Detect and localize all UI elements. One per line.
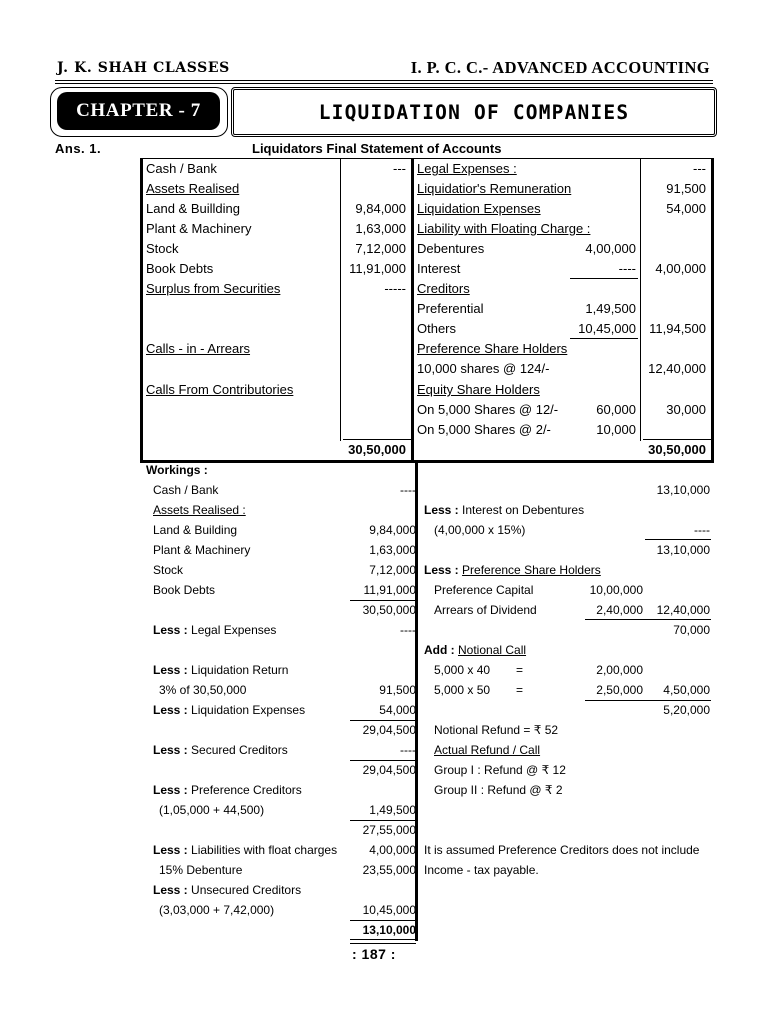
wr-call2-value: 2,50,000 xyxy=(596,683,643,697)
wr-label: Interest on Debentures xyxy=(458,503,585,517)
working-row-label xyxy=(159,803,264,817)
st-right-label: Liquidatior's Remuneration xyxy=(417,181,572,196)
st-right-label: Creditors xyxy=(417,281,470,296)
table-top xyxy=(140,158,714,159)
working-row-amount: 4,00,000 xyxy=(369,843,416,857)
working-row-amount: 54,000 xyxy=(379,703,416,717)
st-left-label: Surplus from Securities xyxy=(146,281,281,296)
wr-call2-label: 5,000 x 50 xyxy=(434,683,491,697)
wr-prefix: Less : xyxy=(424,503,459,517)
working-row-text: Assets Realised : xyxy=(153,503,246,517)
st-right-label: Interest xyxy=(417,261,461,276)
working-row-label xyxy=(153,743,288,757)
wr-remaining: 70,000 xyxy=(673,623,710,637)
working-row-amount: 9,84,000 xyxy=(369,523,416,537)
working-row-text: Secured Creditors xyxy=(187,743,288,757)
st-right-amount: 91,500 xyxy=(666,181,706,196)
working-row-prefix: Less : xyxy=(153,663,188,677)
working-row-text: 3% of 30,50,000 xyxy=(159,683,247,697)
chapter-badge: CHAPTER - 7 xyxy=(57,92,220,130)
workings-title: Workings : xyxy=(146,463,208,477)
st-left-label: Stock xyxy=(146,241,179,256)
working-row-prefix: Less : xyxy=(153,843,188,857)
working-row-text: Preference Creditors xyxy=(187,783,302,797)
st-left-amount: 9,84,000 xyxy=(355,201,406,216)
working-row-label xyxy=(153,703,305,717)
wr-call1-eq: = xyxy=(516,663,524,677)
working-row-text: (3,03,000 + 7,42,000) xyxy=(159,903,275,917)
working-row-text: Liquidation Return xyxy=(187,663,289,677)
header-rule xyxy=(55,80,713,81)
st-left-label: Assets Realised xyxy=(146,181,240,196)
st-right-inner: 1,49,500 xyxy=(585,301,636,316)
st-right-inner: ---- xyxy=(618,261,636,276)
wr-notional-refund: Notional Refund = ₹ 52 xyxy=(434,723,559,737)
wr-call2-eq: = xyxy=(516,683,524,697)
wr-interest-calc: (4,00,000 x 15%) xyxy=(434,523,526,537)
st-left-amount: --- xyxy=(393,161,406,176)
working-row-amount: ---- xyxy=(400,743,416,757)
wr-subtotal: 13,10,000 xyxy=(656,543,710,557)
table-border-left xyxy=(140,158,143,463)
working-row-label xyxy=(153,783,302,797)
working-row-text: Stock xyxy=(153,563,184,577)
working-row-label xyxy=(153,883,301,897)
chapter-title: LIQUIDATION OF COMPANIES xyxy=(231,87,717,137)
statement-title: Liquidators Final Statement of Accounts xyxy=(252,141,502,156)
wr-label: Preference Share Holders xyxy=(462,563,601,577)
working-row-amount: 1,49,500 xyxy=(369,803,416,817)
right-total-top xyxy=(643,439,711,440)
working-row-label xyxy=(153,843,337,857)
wr-actual-refund: Actual Refund / Call xyxy=(434,743,541,757)
working-row-amount: 7,12,000 xyxy=(369,563,416,577)
working-subtotal-rule xyxy=(350,600,416,601)
working-row-amount: 29,04,500 xyxy=(362,763,416,777)
wr-rule xyxy=(585,619,711,620)
working-row-label xyxy=(159,863,242,877)
wr-note-line1: It is assumed Preference Creditors does not include xyxy=(424,843,700,857)
st-right-inner: 60,000 xyxy=(596,402,636,417)
working-row-text: Liquidation Expenses xyxy=(187,703,306,717)
working-row-label xyxy=(153,623,276,637)
working-row-amount: ---- xyxy=(400,623,416,637)
st-left-label: Cash / Bank xyxy=(146,161,217,176)
working-row-label xyxy=(159,903,274,917)
wr-label: Notional Call xyxy=(458,643,527,657)
st-right-label: Preferential xyxy=(417,301,484,316)
wr-pref-capital-label: Preference Capital xyxy=(434,583,534,597)
st-right-inner: 10,000 xyxy=(596,422,636,437)
course-title: I. P. C. C.- ADVANCED ACCOUNTING xyxy=(410,58,710,77)
wr-prefix: Less : xyxy=(424,563,459,577)
wr-arrears-total: 12,40,000 xyxy=(656,603,710,617)
wr-cash-bank: 13,10,000 xyxy=(656,483,710,497)
right-amount-rule xyxy=(640,158,641,441)
st-right-inner: 10,45,000 xyxy=(578,321,636,336)
table-bottom xyxy=(140,460,714,463)
institute-name: J. K. SHAH CLASSES xyxy=(57,60,230,76)
interest-rule xyxy=(570,278,638,279)
working-total-double-rule xyxy=(350,939,416,944)
st-right-amount: 30,000 xyxy=(666,402,706,417)
st-left-label: Book Debts xyxy=(146,261,214,276)
st-right-label: Equity Share Holders xyxy=(417,382,540,397)
table-border-right xyxy=(711,158,714,463)
working-row-amount: 11,91,000 xyxy=(363,583,416,597)
wr-pref-capital-value: 10,00,000 xyxy=(589,583,643,597)
working-row-amount: 23,55,000 xyxy=(362,863,416,877)
working-row-prefix: Less : xyxy=(153,743,188,757)
wr-group2: Group II : Refund @ ₹ 2 xyxy=(434,783,563,797)
st-right-label: On 5,000 Shares @ 2/- xyxy=(417,422,551,437)
others-rule xyxy=(570,338,638,339)
st-right-label: Liability with Floating Charge : xyxy=(417,221,591,236)
st-right-amount: 54,000 xyxy=(666,201,706,216)
left-total-top xyxy=(343,439,411,440)
st-right-amount: 12,40,000 xyxy=(648,361,706,376)
st-right-amount: 11,94,500 xyxy=(649,321,706,336)
working-row-amount: 29,04,500 xyxy=(362,723,416,737)
working-row-prefix: Less : xyxy=(153,703,188,717)
wr-arrears-value: 2,40,000 xyxy=(596,603,643,617)
working-row-label xyxy=(153,523,237,537)
working-row-text: Book Debts xyxy=(153,583,216,597)
working-subtotal-rule xyxy=(350,920,416,921)
st-left-amount: 7,12,000 xyxy=(355,241,406,256)
st-left-amount: 11,91,000 xyxy=(349,261,406,276)
wr-group1: Group I : Refund @ ₹ 12 xyxy=(434,763,566,777)
working-row-label xyxy=(153,503,246,517)
working-row-label xyxy=(153,483,218,497)
working-row-label xyxy=(153,543,250,557)
st-right-label: 10,000 shares @ 124/- xyxy=(417,361,550,376)
st-right-inner: 4,00,000 xyxy=(585,241,636,256)
st-right-amount: --- xyxy=(693,161,706,176)
wr-call-total: 4,50,000 xyxy=(663,683,710,697)
working-row-label xyxy=(159,683,246,697)
working-subtotal-rule xyxy=(350,720,416,721)
wr-rule xyxy=(585,700,711,701)
header-rule-2 xyxy=(55,83,713,84)
st-right-label: Liquidation Expenses xyxy=(417,201,541,216)
page-number: : 187 : xyxy=(352,946,396,962)
st-right-label: Debentures xyxy=(417,241,485,256)
wr-interest-amount: ---- xyxy=(694,523,710,537)
working-row-prefix: Less : xyxy=(153,883,188,897)
st-left-label: Calls - in - Arrears xyxy=(146,341,251,356)
wr-grand: 5,20,000 xyxy=(663,703,710,717)
working-row-amount: 1,63,000 xyxy=(369,543,416,557)
st-right-amount: 4,00,000 xyxy=(655,261,706,276)
st-right-label: Preference Share Holders xyxy=(417,341,568,356)
st-right-label: On 5,000 Shares @ 12/- xyxy=(417,402,559,417)
working-row-text: Land & Building xyxy=(153,523,238,537)
st-left-label: Calls From Contributories xyxy=(146,382,294,397)
working-row-amount: ---- xyxy=(400,483,416,497)
working-row-prefix: Less : xyxy=(153,783,188,797)
working-row-amount: 10,45,000 xyxy=(362,903,416,917)
st-right-label: Legal Expenses : xyxy=(417,161,517,176)
wr-rule xyxy=(645,539,711,540)
st-right-label: Others xyxy=(417,321,457,336)
working-row-label xyxy=(153,563,183,577)
answer-label: Ans. 1. xyxy=(55,141,102,156)
wr-call1-label: 5,000 x 40 xyxy=(434,663,491,677)
working-row-prefix: Less : xyxy=(153,623,188,637)
working-row-text: (1,05,000 + 44,500) xyxy=(159,803,265,817)
st-left-amount: ----- xyxy=(384,281,406,296)
working-row-text: Unsecured Creditors xyxy=(187,883,302,897)
wr-call1-value: 2,00,000 xyxy=(596,663,643,677)
st-left-amount: 1,63,000 xyxy=(355,221,406,236)
working-row-label xyxy=(153,663,288,677)
wr-prefix: Add : xyxy=(424,643,455,657)
working-row-amount: 13,10,000 xyxy=(362,923,416,937)
working-row-text: Plant & Machinery xyxy=(153,543,251,557)
table-divider xyxy=(411,158,414,463)
working-row-amount: 30,50,000 xyxy=(362,603,416,617)
wr-note-line2: Income - tax payable. xyxy=(424,863,539,877)
st-left-label: Plant & Machinery xyxy=(146,221,252,236)
working-row-text: Cash / Bank xyxy=(153,483,219,497)
working-row-label xyxy=(153,583,215,597)
st-right-total: 30,50,000 xyxy=(648,442,706,457)
working-row-text: Liabilities with float charges xyxy=(187,843,338,857)
st-left-total: 30,50,000 xyxy=(348,442,406,457)
working-row-text: Legal Expenses xyxy=(187,623,277,637)
working-row-amount: 91,500 xyxy=(379,683,416,697)
working-subtotal-rule xyxy=(350,760,416,761)
left-amount-rule xyxy=(340,158,341,441)
wr-arrears-label: Arrears of Dividend xyxy=(434,603,537,617)
working-row-text: 15% Debenture xyxy=(159,863,243,877)
st-left-label: Land & Buillding xyxy=(146,201,240,216)
working-subtotal-rule xyxy=(350,820,416,821)
working-row-amount: 27,55,000 xyxy=(362,823,416,837)
